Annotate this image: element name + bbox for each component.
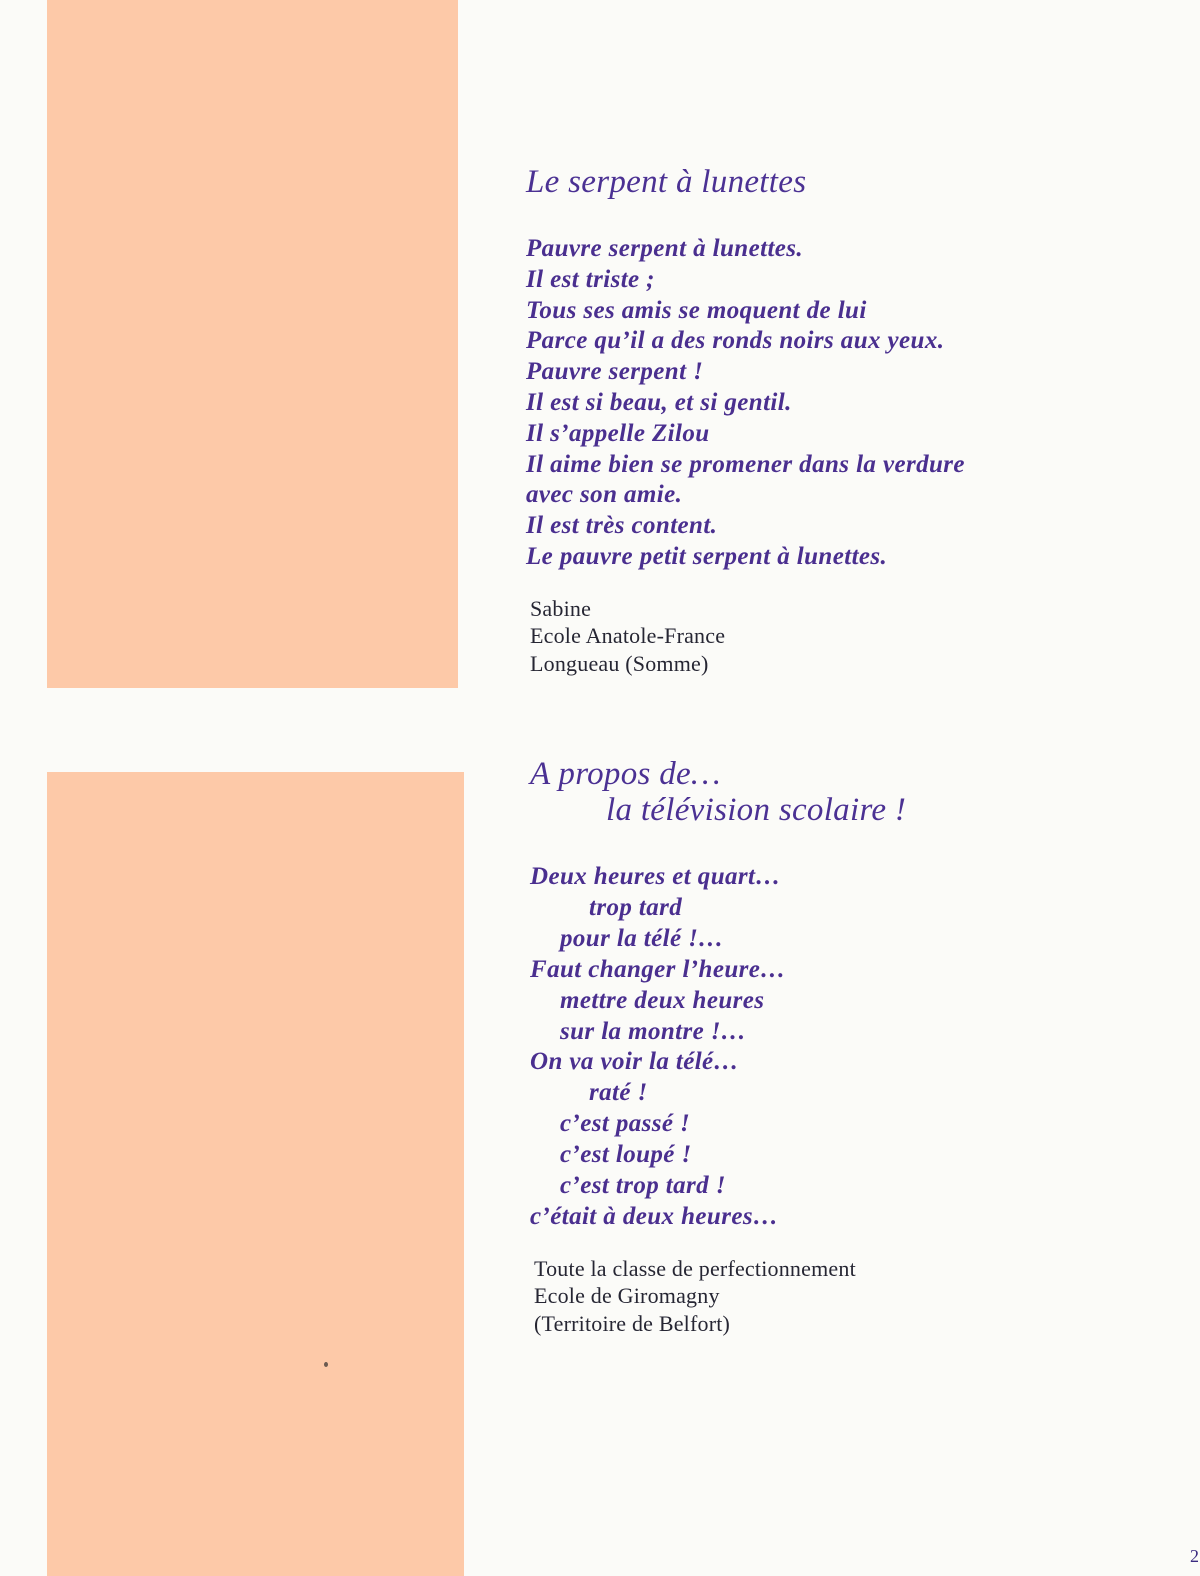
poem-verses [526, 234, 1146, 573]
page-number: 2 [1190, 1546, 1199, 1566]
school-location: (Territoire de Belfort) [534, 1310, 731, 1336]
verse-line: raté ! [589, 1079, 648, 1107]
school-name: Ecole Anatole-France [530, 623, 726, 649]
school-location: Longueau (Somme) [530, 650, 709, 676]
verse-line: avec son amie. [526, 481, 683, 509]
verse-line: Faut changer l’heure… [530, 955, 786, 983]
verse-line: mettre deux heures [560, 986, 765, 1014]
verse-line: Il aime bien se promener dans la verdure [526, 450, 965, 478]
poem-title [526, 164, 1146, 200]
verse-line: c’est trop tard ! [560, 1172, 726, 1200]
verse-line: On va voir la télé… [530, 1048, 739, 1076]
verse-line: Il est si beau, et si gentil. [526, 388, 792, 416]
verse-line: Parce qu’il a des ronds noirs aux yeux. [526, 327, 945, 355]
verse-line: Tous ses amis se moquent de lui [526, 296, 867, 324]
verse-line: c’est loupé ! [560, 1141, 692, 1169]
poem-title-line: A propos de… [530, 756, 721, 792]
verse-line: pour la télé !… [560, 924, 724, 952]
poem-serpent [526, 164, 1146, 677]
poem-verses [530, 862, 1150, 1233]
decorative-panel-bottom [47, 772, 464, 1576]
verse-line: Deux heures et quart… [530, 863, 781, 890]
poem-title-line: la télévision scolaire ! [606, 792, 907, 828]
paper-speck [324, 1362, 328, 1367]
author-name: Toute la classe de perfectionnement [534, 1255, 856, 1281]
verse-line: Il est triste ; [526, 265, 655, 293]
decorative-panel-top [47, 0, 458, 688]
verse-line: c’est passé ! [560, 1110, 691, 1138]
verse-line: trop tard [589, 893, 683, 921]
verse-line: Pauvre serpent ! [526, 358, 704, 386]
poem-title-line: Le serpent à lunettes [526, 164, 807, 200]
verse-line: c’était à deux heures… [530, 1202, 779, 1230]
verse-line: Il est très content. [526, 512, 718, 540]
poem-signature [530, 1255, 1150, 1338]
verse-line: Il s’appelle Zilou [526, 419, 710, 447]
poem-television [530, 756, 1150, 1337]
author-name: Sabine [530, 595, 592, 621]
verse-line: Pauvre serpent à lunettes. [526, 235, 804, 262]
school-name: Ecole de Giromagny [534, 1283, 720, 1309]
verse-line: sur la montre !… [560, 1017, 747, 1045]
poem-signature [526, 595, 1146, 678]
poem-title [530, 756, 1150, 828]
verse-line: Le pauvre petit serpent à lunettes. [526, 542, 888, 570]
